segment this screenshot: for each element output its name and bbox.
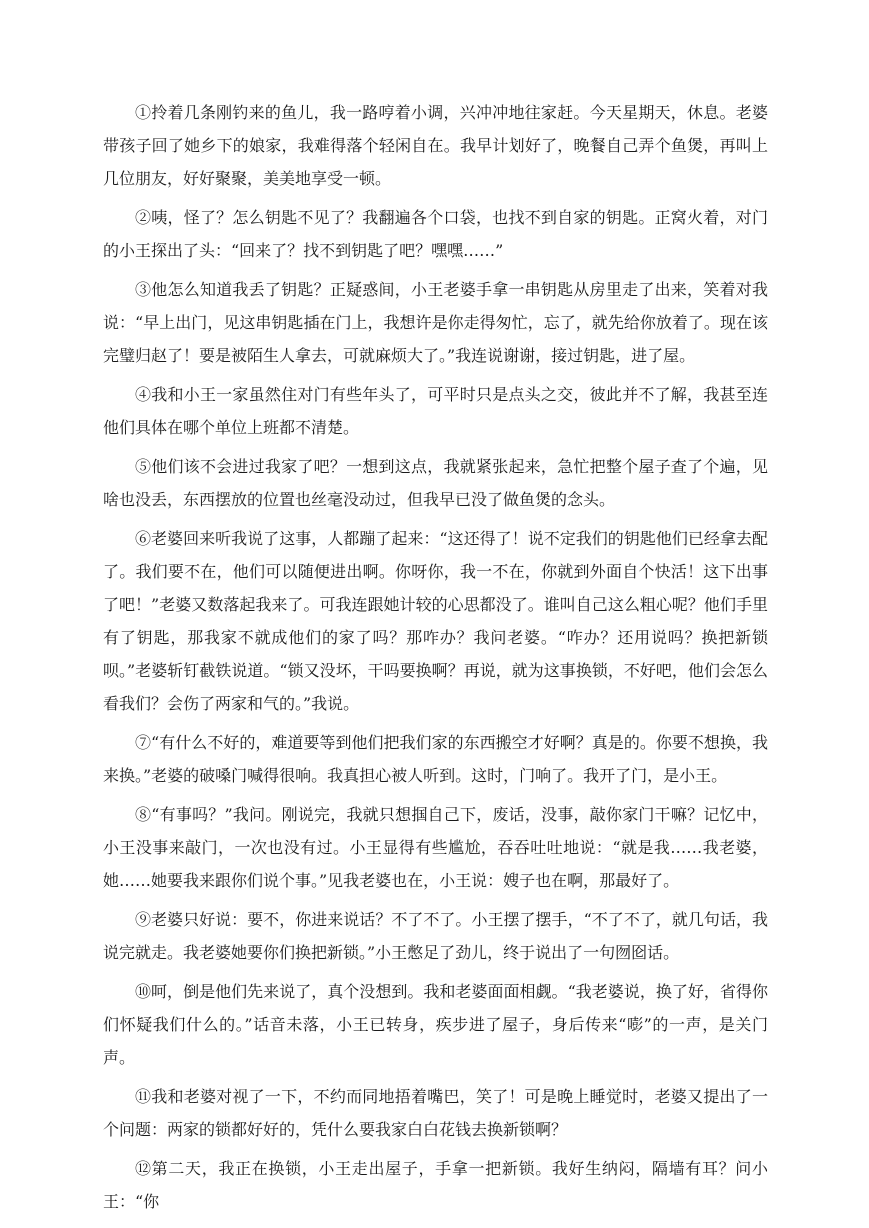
paragraph-5: ⑤他们该不会进过我家了吧？一想到这点，我就紧张起来，急忙把整个屋子查了个遍，见啥也没丢，东西摆放的位置也丝毫没动过，但我早已没了做鱼煲的念头。 [103, 457, 768, 509]
paragraph-6: ⑥老婆回来听我说了这事，人都蹦了起来：“这还得了！说不定我们的钥匙他们已经拿去配了。我们要不在，他们可以随便进出啊。你呀你，我一不在，你就到外面自个快活！这下出事了吧！”老婆又数落起我来了。可我连跟她计较的心思都没了。谁叫自己这么粗心呢？他们手里有了钥匙，那我家不就成他们的家了吗？那咋办？我问老婆。“咋办？还用说吗？换把新锁呗。”老婆斩钉截铁说道。“锁又没坏，干吗要换啊？再说，就为这事换锁，不好吧，他们会怎么看我们？会伤了两家和气的。”我说。 [103, 529, 768, 713]
paragraph-7: ⑦“有什么不好的，难道要等到他们把我们家的东西搬空才好啊？真是的。你要不想换，我来换。”老婆的破嗓门喊得很响。我真担心被人听到。这时，门响了。我开了门，是小王。 [103, 733, 768, 785]
paragraph-9: ⑨老婆只好说：要不，你进来说话？不了不了。小王摆了摆手，“不了不了，就几句话，我说完就走。我老婆她要你们换把新锁。”小王憋足了劲儿，终于说出了一句囫囵话。 [103, 910, 768, 962]
paragraph-12: ⑫第二天，我正在换锁，小王走出屋子，手拿一把新锁。我好生纳闷，隔墙有耳？问小王：“你 [103, 1159, 768, 1211]
paragraph-8: ⑧“有事吗？”我问。刚说完，我就只想掴自己下，废话，没事，敲你家门干嘛？记忆中，小王没事来敲门，一次也没有过。小王显得有些尴尬，吞吞吐吐地说：“就是我……我老婆，她……她要我来跟你们说个事。”见我老婆也在，小王说：嫂子也在啊，那最好了。 [103, 805, 768, 890]
paragraph-10: ⑩呵，倒是他们先来说了，真个没想到。我和老婆面面相觑。“我老婆说，换了好，省得你们怀疑我们什么的。”话音未落，小王已转身，疾步进了屋子，身后传来“嘭”的一声，是关门声。 [103, 982, 768, 1067]
paragraph-11: ⑪我和老婆对视了一下，不约而同地捂着嘴巴，笑了！可是晚上睡觉时，老婆又提出了一个问题：两家的锁都好好的，凭什么要我家白白花钱去换新锁啊？ [103, 1087, 768, 1139]
paragraph-4: ④我和小王一家虽然住对门有些年头了，可平时只是点头之交，彼此并不了解，我甚至连他们具体在哪个单位上班都不清楚。 [103, 385, 768, 437]
paragraph-3: ③他怎么知道我丢了钥匙？正疑惑间，小王老婆手拿一串钥匙从房里走了出来，笑着对我说：“早上出门，见这串钥匙插在门上，我想许是你走得匆忙，忘了，就先给你放着了。现在该完璧归赵了！要是被陌生人拿去，可就麻烦大了。”我连说谢谢，接过钥匙，进了屋。 [103, 280, 768, 365]
paragraph-2: ②咦，怪了？怎么钥匙不见了？我翻遍各个口袋，也找不到自家的钥匙。正窝火着，对门的小王探出了头：“回来了？找不到钥匙了吧？嘿嘿……” [103, 208, 768, 260]
document-body [103, 96, 768, 1218]
paragraph-1: ①拎着几条刚钓来的鱼儿，我一路哼着小调，兴冲冲地往家赶。今天星期天，休息。老婆带孩子回了她乡下的娘家，我难得落个轻闲自在。我早计划好了，晚餐自己弄个鱼煲，再叫上几位朋友，好好聚聚，美美地享受一顿。 [103, 103, 768, 188]
